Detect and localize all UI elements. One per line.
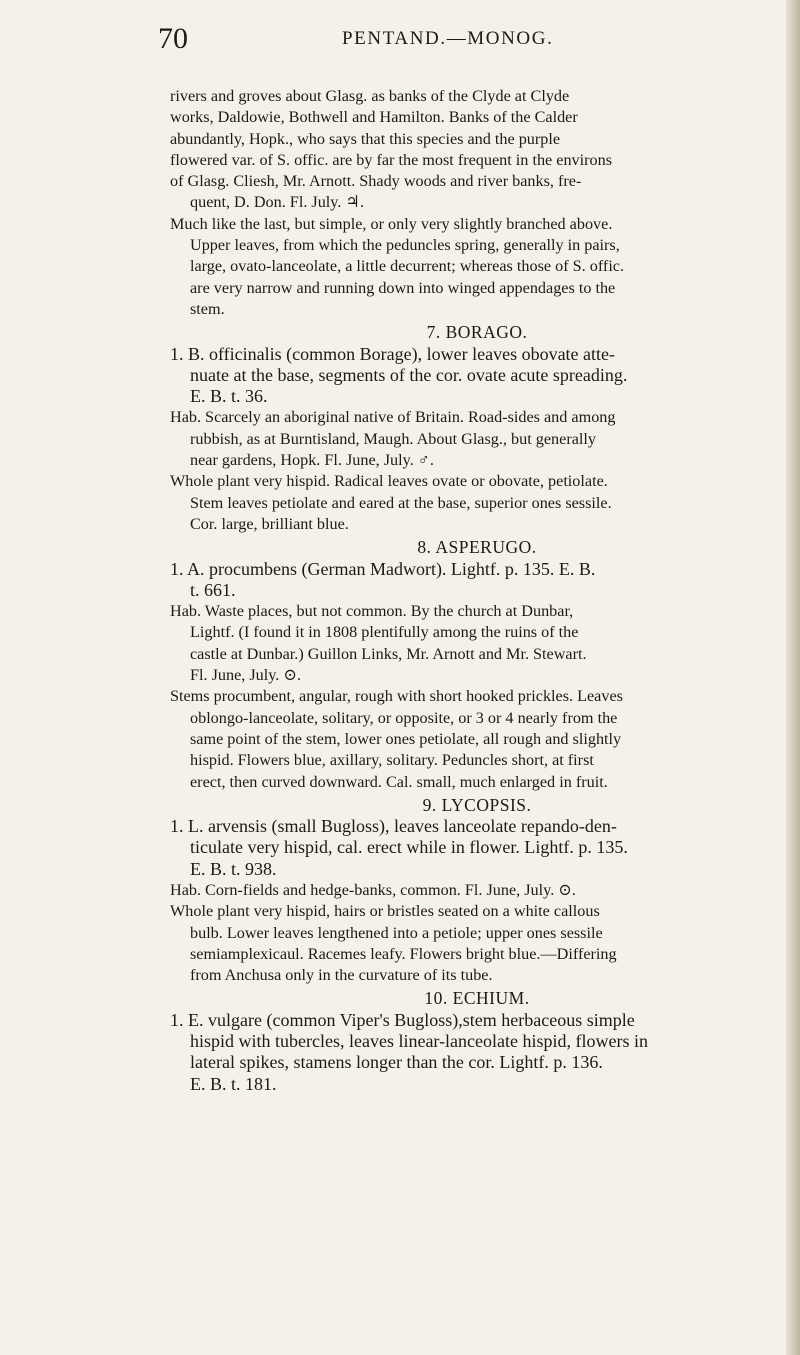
page-header bbox=[158, 22, 778, 66]
text-line: semiamplexicaul. Racemes leafy. Flowers bright blue.—Differing bbox=[190, 944, 617, 963]
text-line: t. 661. bbox=[190, 579, 236, 600]
text-line: Cor. large, brilliant blue. bbox=[190, 514, 349, 533]
text-line: hispid with tubercles, leaves linear-lanceolate hispid, flowers in bbox=[190, 1031, 648, 1052]
text-line: near gardens, Hopk. Fl. June, July. ♂. bbox=[190, 451, 434, 470]
text-line: nuate at the base, segments of the cor. ovate acute spreading. bbox=[190, 364, 628, 385]
page-edge-shadow bbox=[786, 0, 800, 1355]
text-line: flowered var. of S. offic. are by far the most frequent in the environs bbox=[170, 150, 613, 169]
genus-heading-lycopsis: 9. LYCOPSIS. bbox=[422, 794, 532, 815]
text-line: hispid. Flowers blue, axillary, solitary. Peduncles short, at first bbox=[190, 751, 594, 770]
text-line: Stems procumbent, angular, rough with short hooked prickles. Leaves bbox=[170, 687, 623, 706]
text-line: Stem leaves petiolate and eared at the base, superior ones sessile. bbox=[190, 493, 612, 512]
text-line: Upper leaves, from which the peduncles spring, generally in pairs, bbox=[190, 236, 620, 255]
text-line: same point of the stem, lower ones petiolate, all rough and slightly bbox=[190, 729, 622, 748]
text-line: 1. B. officinalis (common Borage), lower leaves obovate atte- bbox=[170, 343, 616, 364]
running-title: PENTAND.—MONOG. bbox=[342, 28, 554, 49]
text-line: oblongo-lanceolate, solitary, or opposite, or 3 or 4 nearly from the bbox=[190, 708, 618, 727]
text-line: are very narrow and running down into winged appendages to the bbox=[190, 278, 616, 297]
text-line: abundantly, Hopk., who says that this species and the purple bbox=[170, 129, 561, 148]
text-line: Hab. Corn-fields and hedge-banks, common. Fl. June, July. ⊙. bbox=[170, 880, 576, 899]
text-line: E. B. t. 938. bbox=[190, 858, 277, 879]
text-line: castle at Dunbar.) Guillon Links, Mr. Arnott and Mr. Stewart. bbox=[190, 644, 587, 663]
text-line: Whole plant very hispid. Radical leaves ovate or obovate, petiolate. bbox=[170, 472, 608, 491]
text-line: ticulate very hispid, cal. erect while in flower. Lightf. p. 135. bbox=[190, 837, 628, 858]
text-line: Hab. Scarcely an aboriginal native of Britain. Road-sides and among bbox=[170, 408, 616, 427]
genus-heading-asperugo: 8. ASPERUGO. bbox=[417, 537, 537, 558]
text-line: E. B. t. 36. bbox=[190, 386, 268, 407]
text-line: bulb. Lower leaves lengthened into a petiole; upper ones sessile bbox=[190, 923, 603, 942]
text-line: Much like the last, but simple, or only very slightly branched above. bbox=[170, 214, 613, 233]
page-body bbox=[170, 86, 784, 1095]
text-line: 1. L. arvensis (small Bugloss), leaves lanceolate repando-den- bbox=[170, 816, 617, 837]
text-line: Hab. Waste places, but not common. By the church at Dunbar, bbox=[170, 602, 574, 621]
text-line: stem. bbox=[190, 299, 225, 318]
text-line: rivers and groves about Glasg. as banks of the Clyde at Clyde bbox=[170, 87, 570, 105]
text-line: Whole plant very hispid, hairs or bristles seated on a white callous bbox=[170, 902, 600, 921]
text-line: of Glasg. Cliesh, Mr. Arnott. Shady woods and river banks, fre- bbox=[170, 172, 582, 191]
text-line: rubbish, as at Burntisland, Maugh. About Glasg., but generally bbox=[190, 429, 596, 448]
text-line: large, ovato-lanceolate, a little decurrent; whereas those of S. offic. bbox=[190, 257, 625, 276]
text-line: from Anchusa only in the curvature of its tube. bbox=[190, 966, 493, 985]
page-number: 70 bbox=[158, 22, 188, 55]
genus-heading-echium: 10. ECHIUM. bbox=[424, 988, 530, 1009]
text-line: 1. A. procumbens (German Madwort). Lightf. p. 135. E. B. bbox=[170, 558, 596, 579]
genus-heading-borago: 7. BORAGO. bbox=[426, 322, 528, 343]
text-line: Fl. June, July. ⊙. bbox=[190, 666, 301, 685]
text-line: works, Daldowie, Bothwell and Hamilton. Banks of the Calder bbox=[170, 108, 578, 127]
text-line: erect, then curved downward. Cal. small, much enlarged in fruit. bbox=[190, 772, 608, 791]
text-line: lateral spikes, stamens longer than the cor. Lightf. p. 136. bbox=[190, 1052, 603, 1073]
text-line: 1. E. vulgare (common Viper's Bugloss),stem herbaceous simple bbox=[170, 1009, 635, 1030]
text-line: Lightf. (I found it in 1808 plentifully among the ruins of the bbox=[190, 623, 579, 642]
text-line: E. B. t. 181. bbox=[190, 1073, 277, 1094]
text-line: quent, D. Don. Fl. July. ♃. bbox=[190, 193, 364, 212]
